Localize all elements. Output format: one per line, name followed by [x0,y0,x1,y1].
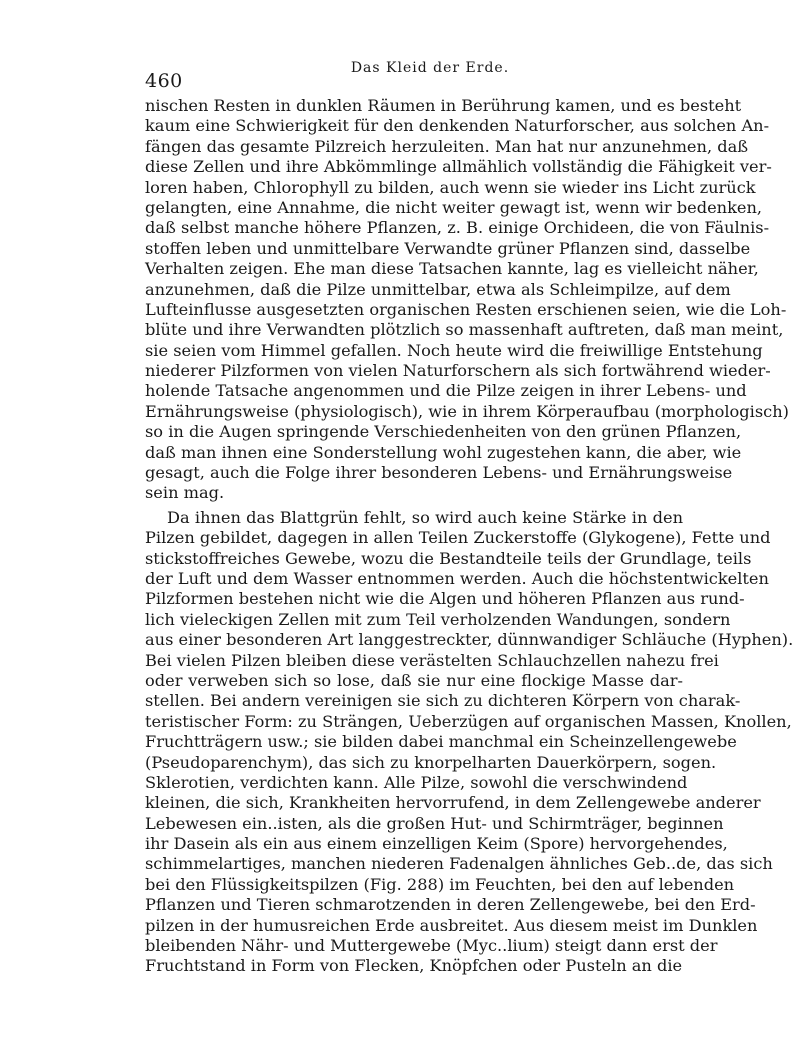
text-line: anzunehmen, daß die Pilze unmittelbar, etwa als Schleimpilze, auf dem [145,279,731,299]
paragraph-1 [145,96,789,504]
text-line: kaum eine Schwierigkeit für den denkenden Naturforscher, aus solchen An- [145,116,770,136]
text-line: blüte und ihre Verwandten plötzlich so massenhaft auftreten, daß man meint, [145,320,784,340]
text-line: nischen Resten in dunklen Räumen in Berührung kamen, und es besteht [145,96,742,115]
text-line: so in die Augen springende Verschiedenheiten von den grünen Pflanzen, [145,422,742,442]
text-line: (Pseudoparenchym), das sich zu knorpelharten Dauerkörpern, sogen. [145,752,717,772]
paragraph-2 [145,507,794,977]
page-number: 460 [145,70,183,92]
text-line: Lebewesen ein..isten, als die großen Hut- und Schirmträger, beginnen [145,813,724,833]
text-line: aus einer besonderen Art langgestreckter, dünnwandiger Schläuche (Hyphen). [145,630,794,650]
text-line: der Luft und dem Wasser entnommen werden. Auch die höchstentwickelten [145,568,769,588]
text-line: oder verweben sich so lose, daß sie nur eine flockige Masse dar- [145,670,683,690]
text-line: ihr Dasein als ein aus einem einzelligen Keim (Spore) hervorgehendes, [145,834,728,854]
text-line: Verhalten zeigen. Ehe man diese Tatsachen kannte, lag es vielleicht näher, [145,259,759,279]
text-line: bleibenden Nähr- und Muttergewebe (Myc..lium) steigt dann erst der [145,936,718,956]
text-line: stellen. Bei andern vereinigen sie sich zu dichteren Körpern von charak- [145,691,741,711]
text-line: Sklerotien, verdichten kann. Alle Pilze, sowohl die verschwindend [145,772,688,792]
text-line: gelangten, eine Annahme, die nicht weiter gewagt ist, wenn wir bedenken, [145,197,763,217]
text-line: Fruchtträgern usw.; sie bilden dabei manchmal ein Scheinzellengewebe [145,732,737,752]
text-line: diese Zellen und ihre Abkömmlinge allmählich vollständig die Fähigkeit ver- [145,157,772,177]
text-line: bei den Flüssigkeitspilzen (Fig. 288) im Feuchten, bei den auf lebenden [145,874,735,894]
text-line: gesagt, auch die Folge ihrer besonderen Lebens- und Ernährungsweise [145,463,733,483]
running-head: Das Kleid der Erde. [350,60,510,76]
text-line: daß man ihnen eine Sonderstellung wohl zugestehen kann, die aber, wie [145,442,742,462]
body-text [145,96,794,977]
text-line: loren haben, Chlorophyll zu bilden, auch wenn sie wieder ins Licht zurück [145,177,756,197]
text-line: Pilzformen bestehen nicht wie die Algen und höheren Pflanzen aus rund- [145,589,745,609]
text-line: Pflanzen und Tieren schmarotzenden in deren Zellengewebe, bei den Erd- [145,895,756,915]
text-line: sie seien vom Himmel gefallen. Noch heute wird die freiwillige Entstehung [145,340,763,360]
text-line: fängen das gesamte Pilzreich herzuleiten. Man hat nur anzunehmen, daß [145,136,749,156]
text-line: holende Tatsache angenommen und die Pilze zeigen in ihrer Lebens- und [145,381,747,401]
text-line: schimmelartiges, manchen niederen Fadenalgen ähnliches Geb..de, das sich [145,854,773,874]
text-line: Da ihnen das Blattgrün fehlt, so wird auch keine Stärke in den [167,507,683,527]
text-line: Pilzen gebildet, dagegen in allen Teilen Zuckerstoffe (Glykogene), Fette und [145,528,771,548]
text-line: Bei vielen Pilzen bleiben diese verästelten Schlauchzellen nahezu frei [145,650,719,670]
text-line: daß selbst manche höhere Pflanzen, z. B. einige Orchideen, die von Fäulnis- [145,218,770,238]
text-line: Ernährungsweise (physiologisch), wie in ihrem Körperaufbau (morphologisch) [145,401,789,421]
text-line: stoffen leben und unmittelbare Verwandte grüner Pflanzen sind, dasselbe [145,238,751,258]
text-line: lich vieleckigen Zellen mit zum Teil verholzenden Wandungen, sondern [145,609,731,629]
text-line: Fruchtstand in Form von Flecken, Knöpfchen oder Pusteln an die [145,956,683,976]
text-line: Lufteinflusse ausgesetzten organischen Resten erschienen seien, wie die Loh- [145,299,787,319]
text-line: sein mag. [145,483,225,503]
text-line: kleinen, die sich, Krankheiten hervorrufend, in dem Zellengewebe anderer [145,793,761,813]
text-line: teristischer Form: zu Strängen, Ueberzügen auf organischen Massen, Knollen, [145,711,792,731]
text-line: stickstoffreiches Gewebe, wozu die Bestandteile teils der Grundlage, teils [145,548,752,568]
text-line: pilzen in der humusreichen Erde ausbreitet. Aus diesem meist im Dunklen [145,915,758,935]
text-line: niederer Pilzformen von vielen Naturforschern als sich fortwährend wieder- [145,361,771,381]
